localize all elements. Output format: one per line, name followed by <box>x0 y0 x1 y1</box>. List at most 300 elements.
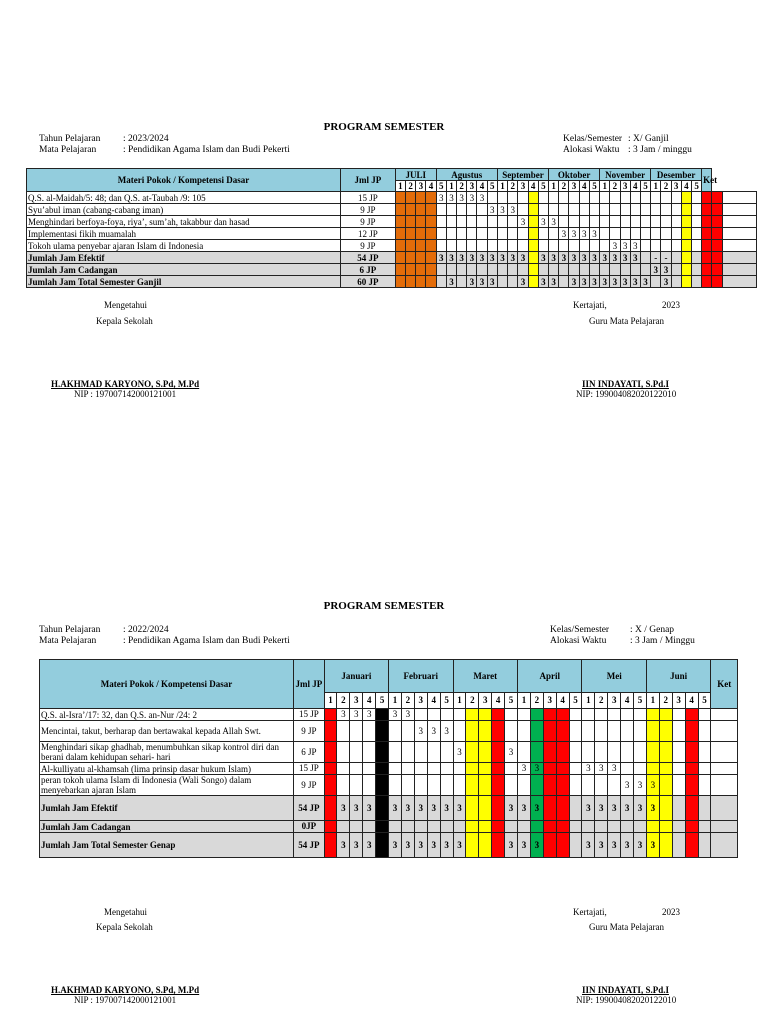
week-number: 3 <box>569 181 579 192</box>
week-cell <box>651 240 661 252</box>
materi-cell: Jumlah Jam Total Semester Genap <box>40 833 294 858</box>
jml-jp-cell: 9 JP <box>294 721 324 742</box>
week-cell <box>702 204 712 216</box>
week-cell <box>681 240 691 252</box>
week-cell <box>569 821 582 833</box>
month-header: Januari <box>324 660 389 693</box>
week-cell: 3 <box>630 276 640 288</box>
jml-jp-cell: 9 JP <box>341 240 396 252</box>
week-cell <box>672 775 685 796</box>
week-cell <box>324 721 337 742</box>
week-cell <box>691 264 701 276</box>
week-cell <box>543 775 556 796</box>
week-cell <box>528 264 538 276</box>
week-cell <box>685 796 698 821</box>
week-cell <box>646 721 659 742</box>
week-number: 2 <box>337 693 350 709</box>
week-cell <box>426 252 436 264</box>
week-cell: 3 <box>634 775 647 796</box>
week-cell <box>324 796 337 821</box>
week-cell <box>518 204 528 216</box>
week-cell: 3 <box>350 833 363 858</box>
week-cell <box>559 204 569 216</box>
week-cell <box>508 228 518 240</box>
week-cell <box>324 833 337 858</box>
week-cell: 3 <box>530 796 543 821</box>
week-cell <box>453 763 466 775</box>
week-cell: 3 <box>453 742 466 763</box>
week-cell <box>608 821 621 833</box>
week-cell <box>712 240 722 252</box>
week-cell <box>608 775 621 796</box>
week-cell <box>671 192 681 204</box>
ket-cell <box>722 204 756 216</box>
week-cell: 3 <box>538 216 548 228</box>
week-number: 4 <box>681 181 691 192</box>
week-cell: 3 <box>608 833 621 858</box>
week-cell <box>681 228 691 240</box>
week-cell <box>538 228 548 240</box>
week-cell <box>446 228 456 240</box>
week-cell <box>466 709 479 721</box>
week-cell <box>363 721 376 742</box>
jml-jp-cell: 54 JP <box>341 252 396 264</box>
materi-cell: Mencintai, takut, berharap dan bertawakal kepada Allah Swt. <box>40 721 294 742</box>
week-cell <box>698 709 711 721</box>
week-cell <box>416 204 426 216</box>
jml-jp-header: Jml JP <box>341 169 396 192</box>
week-cell <box>406 192 416 204</box>
week-cell <box>401 742 414 763</box>
week-cell <box>479 763 492 775</box>
week-cell <box>595 721 608 742</box>
week-cell <box>376 709 389 721</box>
week-cell <box>466 821 479 833</box>
week-cell <box>505 821 518 833</box>
week-cell: 3 <box>610 240 620 252</box>
week-cell <box>440 709 453 721</box>
week-cell <box>376 821 389 833</box>
month-header: Mei <box>582 660 646 693</box>
materi-cell: Jumlah Jam Total Semester Ganjil <box>27 276 341 288</box>
sem1-kepala: Kepala Sekolah <box>96 316 153 326</box>
week-cell <box>681 264 691 276</box>
week-number: 3 <box>543 693 556 709</box>
week-cell <box>518 821 531 833</box>
week-cell: 3 <box>600 252 610 264</box>
week-cell: 3 <box>508 252 518 264</box>
week-cell: 3 <box>595 833 608 858</box>
week-number: 2 <box>401 693 414 709</box>
week-cell <box>600 264 610 276</box>
week-cell <box>467 264 477 276</box>
sem1-title: PROGRAM SEMESTER <box>323 121 445 133</box>
jml-jp-cell: 54 JP <box>294 796 324 821</box>
week-cell <box>569 192 579 204</box>
week-cell <box>528 216 538 228</box>
week-cell <box>324 821 337 833</box>
week-cell <box>479 742 492 763</box>
week-cell <box>556 709 569 721</box>
week-cell <box>337 775 350 796</box>
week-cell <box>479 709 492 721</box>
week-cell <box>453 775 466 796</box>
week-cell: 3 <box>595 763 608 775</box>
week-cell <box>672 796 685 821</box>
week-cell <box>508 276 518 288</box>
week-cell <box>337 821 350 833</box>
week-cell <box>376 775 389 796</box>
week-cell <box>467 228 477 240</box>
week-cell: 3 <box>569 252 579 264</box>
week-cell <box>508 192 518 204</box>
ket-cell <box>711 775 738 796</box>
week-cell <box>479 796 492 821</box>
week-cell: 3 <box>363 796 376 821</box>
week-cell <box>559 240 569 252</box>
jml-jp-cell: 12 JP <box>341 228 396 240</box>
week-cell <box>672 833 685 858</box>
week-cell <box>702 240 712 252</box>
month-header: April <box>518 660 582 693</box>
week-cell <box>620 228 630 240</box>
week-cell: 3 <box>530 763 543 775</box>
week-cell <box>640 252 650 264</box>
week-number: 3 <box>620 181 630 192</box>
week-cell <box>440 821 453 833</box>
week-cell <box>492 796 505 821</box>
week-cell <box>426 216 436 228</box>
week-cell <box>324 763 337 775</box>
jml-jp-cell: 9 JP <box>341 216 396 228</box>
week-cell <box>556 775 569 796</box>
materi-cell: peran tokoh ulama Islam di Indonesia (Wali Songo) dalam menyebarkan ajaran Islam <box>40 775 294 796</box>
week-cell <box>505 775 518 796</box>
week-cell <box>395 204 405 216</box>
week-cell <box>446 204 456 216</box>
week-cell <box>416 192 426 204</box>
week-number: 2 <box>406 181 416 192</box>
week-cell: 3 <box>595 796 608 821</box>
week-cell: 3 <box>350 796 363 821</box>
week-number: 4 <box>477 181 487 192</box>
week-cell <box>589 216 599 228</box>
week-cell: 3 <box>538 252 548 264</box>
ket-cell <box>722 276 756 288</box>
week-cell <box>630 204 640 216</box>
week-cell: 3 <box>401 709 414 721</box>
week-cell <box>528 192 538 204</box>
week-cell <box>620 216 630 228</box>
week-cell <box>582 775 595 796</box>
week-cell: 3 <box>337 709 350 721</box>
week-cell <box>457 240 467 252</box>
week-cell <box>543 821 556 833</box>
week-cell: 3 <box>487 204 497 216</box>
sem1-alokasi-value: : 3 Jam / minggu <box>628 145 692 155</box>
week-cell <box>376 742 389 763</box>
week-cell <box>621 742 634 763</box>
week-cell <box>406 252 416 264</box>
week-cell <box>659 775 672 796</box>
week-cell <box>406 276 416 288</box>
week-cell <box>518 709 531 721</box>
sem2-guru-nip: NIP: 199004082020122010 <box>576 995 677 1005</box>
week-cell <box>436 240 446 252</box>
week-cell: 3 <box>621 775 634 796</box>
sem1-mengetahui: Mengetahui <box>104 300 147 310</box>
ket-cell <box>711 742 738 763</box>
ket-cell <box>711 763 738 775</box>
week-cell: 3 <box>467 192 477 204</box>
week-cell <box>426 204 436 216</box>
week-cell <box>582 721 595 742</box>
week-cell: 3 <box>608 763 621 775</box>
week-cell <box>712 228 722 240</box>
week-cell: 3 <box>621 796 634 821</box>
week-cell <box>569 721 582 742</box>
week-cell <box>543 742 556 763</box>
week-cell <box>691 228 701 240</box>
week-cell <box>712 216 722 228</box>
week-cell <box>477 228 487 240</box>
week-cell <box>698 796 711 821</box>
week-cell <box>436 264 446 276</box>
week-cell: 3 <box>582 796 595 821</box>
week-number: 3 <box>416 181 426 192</box>
week-cell <box>600 192 610 204</box>
month-header: Juni <box>646 660 710 693</box>
sem1-guru-nip: NIP: 199004082020122010 <box>576 389 677 399</box>
week-cell <box>691 276 701 288</box>
sem1-guru-name: IIN INDAYATI, S.Pd.I <box>582 379 669 389</box>
week-cell <box>589 240 599 252</box>
week-number: 5 <box>505 693 518 709</box>
week-cell <box>543 709 556 721</box>
week-cell: 3 <box>505 833 518 858</box>
week-cell <box>651 228 661 240</box>
week-number: 1 <box>324 693 337 709</box>
week-cell <box>651 192 661 204</box>
week-cell <box>363 821 376 833</box>
week-number: 4 <box>363 693 376 709</box>
week-number: 2 <box>457 181 467 192</box>
week-cell <box>395 192 405 204</box>
week-cell <box>681 192 691 204</box>
week-cell <box>556 821 569 833</box>
week-number: 2 <box>595 693 608 709</box>
week-cell <box>427 821 440 833</box>
week-cell <box>559 192 569 204</box>
materi-cell: Syu’abul iman (cabang-cabang iman) <box>27 204 341 216</box>
sem2-tahun-label: Tahun Pelajaran <box>39 625 101 635</box>
week-cell <box>651 276 661 288</box>
week-cell: 3 <box>436 192 446 204</box>
week-cell <box>457 228 467 240</box>
week-cell <box>630 216 640 228</box>
week-cell <box>671 240 681 252</box>
week-cell <box>406 228 416 240</box>
week-cell: 3 <box>414 796 427 821</box>
sem1-kelas-label: Kelas/Semester <box>563 134 623 144</box>
week-number: 4 <box>685 693 698 709</box>
materi-cell: Menghindari berfoya-foya, riya’, sum’ah, takabbur dan hasad <box>27 216 341 228</box>
week-cell <box>363 775 376 796</box>
jml-jp-header: Jml JP <box>294 660 324 709</box>
week-number: 3 <box>672 693 685 709</box>
week-cell <box>436 228 446 240</box>
week-cell <box>538 264 548 276</box>
week-cell: 3 <box>569 276 579 288</box>
week-cell <box>630 192 640 204</box>
week-cell <box>712 264 722 276</box>
ket-header: Ket <box>711 660 738 709</box>
jml-jp-cell: 9 JP <box>294 775 324 796</box>
week-number: 4 <box>528 181 538 192</box>
week-cell <box>467 240 477 252</box>
week-number: 1 <box>453 693 466 709</box>
week-cell <box>350 763 363 775</box>
week-cell <box>530 821 543 833</box>
week-cell <box>620 192 630 204</box>
week-cell: 3 <box>518 796 531 821</box>
materi-cell: Tokoh ulama penyebar ajaran Islam di Indonesia <box>27 240 341 252</box>
week-cell: 3 <box>661 276 671 288</box>
month-header: Oktober <box>549 169 600 181</box>
month-header: November <box>600 169 651 181</box>
week-cell <box>621 721 634 742</box>
week-cell <box>487 264 497 276</box>
week-number: 4 <box>427 693 440 709</box>
ket-cell <box>711 721 738 742</box>
week-cell <box>659 821 672 833</box>
week-cell <box>401 763 414 775</box>
week-cell <box>685 763 698 775</box>
week-cell <box>466 775 479 796</box>
week-cell <box>685 775 698 796</box>
week-cell <box>661 204 671 216</box>
week-cell: 3 <box>440 721 453 742</box>
materi-cell: Jumlah Jam Efektif <box>27 252 341 264</box>
week-cell: 3 <box>661 264 671 276</box>
week-number: 5 <box>691 181 701 192</box>
week-cell: 3 <box>440 833 453 858</box>
week-cell <box>426 192 436 204</box>
week-cell <box>518 264 528 276</box>
sem2-guru-name: IIN INDAYATI, S.Pd.I <box>582 985 669 995</box>
week-cell <box>579 216 589 228</box>
sem2-tahun-ttd: 2023 <box>662 907 680 917</box>
week-cell <box>427 763 440 775</box>
week-cell: 3 <box>363 833 376 858</box>
week-cell <box>518 192 528 204</box>
ket-cell <box>722 192 756 204</box>
week-number: 3 <box>671 181 681 192</box>
week-cell <box>497 276 507 288</box>
week-cell <box>528 240 538 252</box>
week-cell <box>556 721 569 742</box>
week-cell: 3 <box>589 276 599 288</box>
week-cell <box>569 240 579 252</box>
week-cell <box>324 709 337 721</box>
week-cell <box>477 204 487 216</box>
week-cell <box>426 228 436 240</box>
week-cell <box>569 216 579 228</box>
materi-header: Materi Pokok / Kompetensi Dasar <box>27 169 341 192</box>
week-cell <box>685 833 698 858</box>
week-cell <box>487 216 497 228</box>
week-cell: 3 <box>518 252 528 264</box>
week-cell <box>440 742 453 763</box>
week-cell <box>589 204 599 216</box>
week-cell <box>671 276 681 288</box>
week-cell <box>589 264 599 276</box>
week-cell <box>569 833 582 858</box>
ket-cell <box>711 796 738 821</box>
week-cell <box>569 264 579 276</box>
week-number: 1 <box>582 693 595 709</box>
week-cell <box>414 709 427 721</box>
week-cell <box>350 742 363 763</box>
week-cell: 3 <box>497 204 507 216</box>
week-cell <box>497 240 507 252</box>
week-cell <box>518 228 528 240</box>
week-cell <box>492 709 505 721</box>
sem2-title: PROGRAM SEMESTER <box>323 600 445 612</box>
week-cell: 3 <box>569 228 579 240</box>
week-cell <box>350 821 363 833</box>
week-cell <box>466 763 479 775</box>
week-number: 2 <box>508 181 518 192</box>
ket-cell <box>722 252 756 264</box>
week-cell: 3 <box>337 796 350 821</box>
week-cell <box>646 821 659 833</box>
week-cell <box>671 216 681 228</box>
sem2-kepsek-nip: NIP : 197007142000121001 <box>74 995 177 1005</box>
week-number: 1 <box>549 181 559 192</box>
sem1-kepsek-nip: NIP : 197007142000121001 <box>74 389 177 399</box>
week-cell <box>640 192 650 204</box>
week-cell: 3 <box>518 833 531 858</box>
week-cell <box>530 775 543 796</box>
week-cell <box>672 721 685 742</box>
week-cell <box>579 264 589 276</box>
week-cell <box>646 709 659 721</box>
ket-cell <box>722 264 756 276</box>
week-cell <box>530 709 543 721</box>
sem2-kepsek-name: H.AKHMAD KARYONO, S.Pd, M.Pd <box>51 985 200 995</box>
ket-cell <box>711 821 738 833</box>
week-cell <box>702 276 712 288</box>
week-cell <box>621 763 634 775</box>
week-cell <box>389 775 402 796</box>
week-cell <box>651 204 661 216</box>
sem2-tempat: Kertajati, <box>573 907 607 917</box>
week-cell <box>698 821 711 833</box>
week-cell <box>543 833 556 858</box>
week-cell: 3 <box>440 796 453 821</box>
materi-cell: Q.S. al-Maidah/5: 48; dan Q.S. at-Taubah /9: 105 <box>27 192 341 204</box>
week-cell: 3 <box>446 252 456 264</box>
week-number: 1 <box>389 693 402 709</box>
week-cell <box>487 192 497 204</box>
week-cell <box>497 192 507 204</box>
week-cell <box>698 775 711 796</box>
week-cell <box>549 240 559 252</box>
week-cell <box>492 775 505 796</box>
week-cell <box>508 264 518 276</box>
sem2-mapel-label: Mata Pelajaran <box>39 636 97 646</box>
